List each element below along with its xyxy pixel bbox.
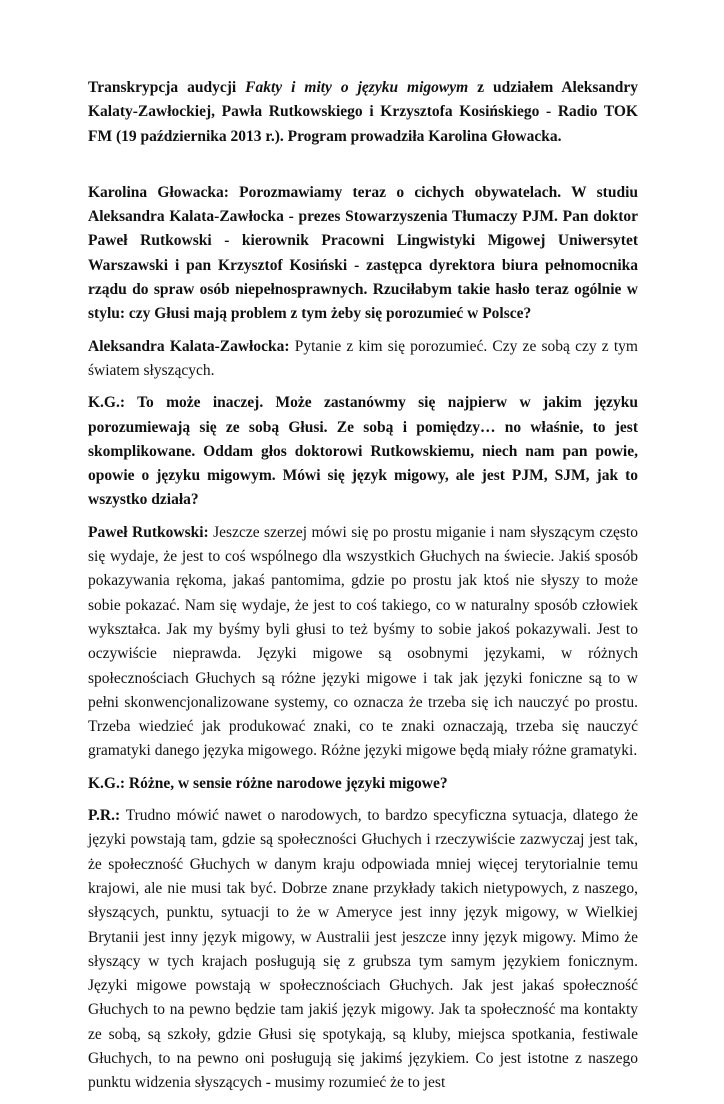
speaker-label: Paweł Rutkowski: [88, 523, 209, 541]
paragraph-kg-2: K.G.: Różne, w sensie różne narodowe języki migowe? [88, 774, 448, 792]
program-name: Fakty i mity o języku migowym [245, 79, 469, 96]
title-prefix: Transkrypcja audycji [88, 79, 246, 96]
paragraph-kg-1: K.G.: To może inaczej. Może zastanówmy się najpierw w jakim języku porozumiewają się ze sobą Głusi. Ze sobą i pomiędzy… no właśnie, to jest skomplikowane. Oddam głos doktorowi Rutkowskiemu, niech nam pan powie, opowie o języku migowym. Mówi się język migowy, ale jest PJM, SJM, jak to wszystko działa? [88, 394, 638, 509]
document-title [88, 76, 638, 149]
paragraph-pr-2: P.R.: Trudno mówić nawet o narodowych, to bardzo specyficzna sytuacja, dlatego że języki powstają tam, gdzie są społeczności Głuchych i rzeczywiście zazwyczaj jest tak, że społeczność Głuchych w danym kraju odpowiada mniej więcej terytorialnie temu krajowi, ale nie musi tak być. Dobrze znane przykłady takich nietypowych, z naszego, słyszących, punktu, sytuacji to że w Ameryce jest inny język migowy, w Wielkiej Brytanii jest inny język migowy, w Australii jest jeszcze inny język migowy. Mimo że słyszący w tych krajach posługują się z grubsza tym samym językiem fonicznym. Języki migowe powstają w społecznościach Głuchych. Jak jest jakaś społeczność Głuchych to na pewno będzie tam jakiś język migowy. Jak ta społeczność ma kontakty ze sobą, są szkoły, gdzie Głusi się spotykają, są kluby, miejsca spotkania, festiwale Głuchych, to na pewno oni posługują się jakimś językiem. Co jest istotne z naszego punktu widzenia słyszących - musimy rozumieć że to jest [88, 807, 638, 1092]
paragraph-host-intro: Karolina Głowacka: Porozmawiamy teraz o cichych obywatelach. W studiu Aleksandra Kalata-Zawłocka - prezes Stowarzyszenia Tłumaczy PJM. Pan doktor Paweł Rutkowski - kierownik Pracowni Lingwistyki Migowej Uniwersytet Warszawski i pan Krzysztof Kosiński - zastępca dyrektora biura pełnomocnika rządu do spraw osób niepełnosprawnych. Rzuciłabym takie hasło teraz ogólnie w stylu: czy Głusi mają problem z tym żeby się porozumieć w Polsce? [88, 183, 638, 323]
title-suffix: z udziałem Aleksandry Kalaty-Zawłockiej, Pawła Rutkowskiego i Krzysztofa Kosińskiego - Radio TOK FM (19 października 2013 r.). Program prowadziła Karolina Głowacka. [88, 79, 638, 145]
speaker-label: Aleksandra Kalata-Zawłocka: [88, 337, 290, 355]
paragraph-pr-1: Paweł Rutkowski: Jeszcze szerzej mówi się po prostu miganie i nam słyszącym często się wydaje, że jest to coś wspólnego dla wszystkich Głuchych na świecie. Jakiś sposób pokazywania rękoma, jakaś pantomima, gdzie po prostu jak ktoś nie słyszy to może sobie pokazać. Nam się wydaje, że jest to coś takiego, co w naturalny sposób człowiek wykształca. Jak my byśmy byli głusi to też byśmy to sobie jakoś pokazywali. Jest to oczywiście nieprawda. Języki migowe są osobnymi językami, w różnych społecznościach Głuchych są różne języki migowe i tak jak języki foniczne są to w pełni skonwencjonalizowane systemy, co oznacza że trzeba się ich nauczyć po prostu. Trzeba wiedzieć jak produkować znaki, co te znaki oznaczają, trzeba się nauczyć gramatyki danego języka migowego. Różne języki migowe będą miały różne gramatyki. [88, 523, 638, 760]
paragraph-akz-1: Aleksandra Kalata-Zawłocka: Pytanie z kim się porozumieć. Czy ze sobą czy z tym światem słyszących. [88, 337, 638, 379]
document-page [88, 76, 638, 1104]
speaker-label: P.R.: [88, 807, 121, 825]
